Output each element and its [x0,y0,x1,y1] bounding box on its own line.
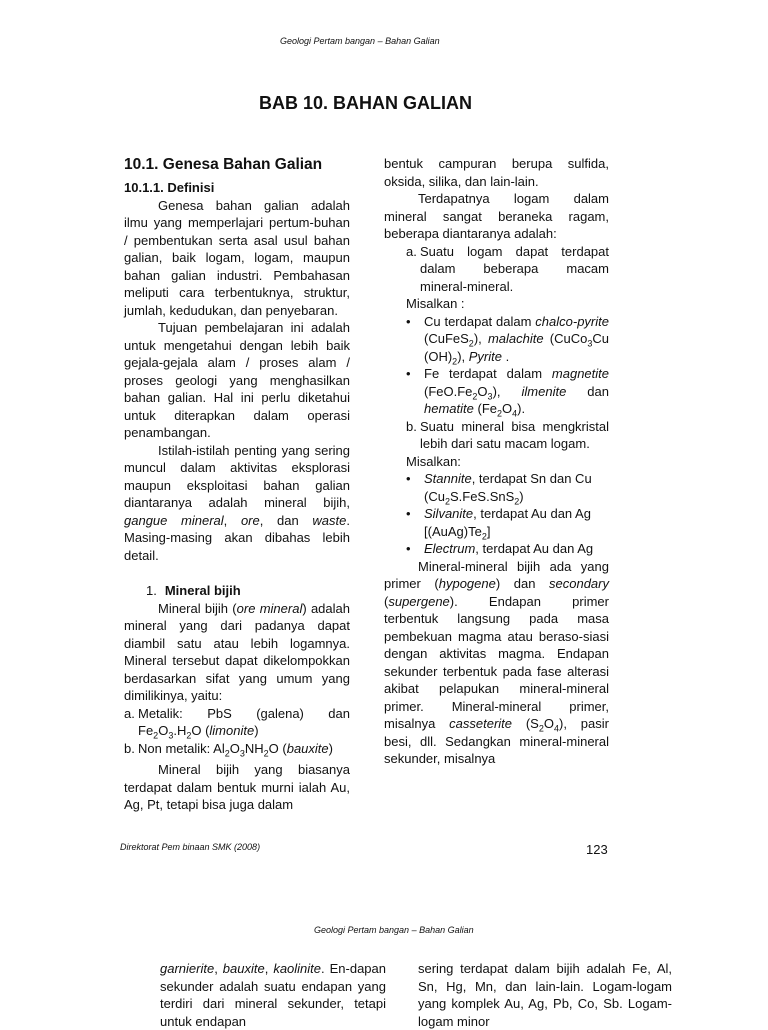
paragraph: Istilah-istilah penting yang sering muncul dalam aktivitas eksplorasi maupun eksploitasi bahan galian diantaranya adalah mineral bijih, gangue mineral, ore, dan waste. Masing-masing akan dibahas lebih detail. [124,442,350,563]
list-item: b. Suatu mineral bisa mengkristal lebih dari satu macam logam. [406,418,609,451]
paragraph: garnierite, bauxite, kaolinite. En-dapan sekunder adalah suatu endapan yang terdiri dari mineral sekunder, tetapi untuk endapan [160,961,386,1029]
bullet-icon: • [406,506,411,521]
paragraph: Mineral bijih (ore mineral) adalah mineral yang dari padanya dapat diambil satu atau lebih logamnya. Mineral tersebut dapat dikelompokkan berdasarkan sifat yang umum yang dimilikinya, yaitu: [124,600,350,703]
chapter-title: BAB 10. BAHAN GALIAN [258,93,472,113]
running-header: Geologi Pertam bangan – Bahan Galian [280,36,440,46]
footer-publisher: Direktorat Pem binaan SMK (2008) [120,842,261,852]
paragraph: Mineral bijih yang biasanya terdapat dalam bentuk murni ialah Au, Ag, Pt, tetapi bisa juga dalam [124,762,350,812]
bullet-icon: • [406,471,411,486]
list-item: a. Suatu logam dapat terdapat dalam beberapa macam mineral-mineral. [406,243,609,294]
label: Misalkan : [406,296,465,311]
bullet-icon: • [406,541,411,556]
paragraph: sering terdapat dalam bijih adalah Fe, Al, Sn, Hg, Mn, dan lain-lain. Logam-logam yang komplek Au, Ag, Pb, Co, Sb. Logam-logam minor [418,961,672,1029]
bullet-item: • Electrum, terdapat Au dan Ag [406,541,594,556]
list-item: b. Non metalik: $Al_2O_3NH_2O$ (bauxite) [124,740,333,759]
paragraph: Terdapatnya logam dalam mineral sangat beraneka ragam, beberapa diantaranya adalah: [384,191,609,241]
page-number: 123 [586,842,608,857]
bullet-icon: • [406,313,411,329]
left-column [160,960,386,1030]
paragraph: Tujuan pembelajaran ini adalah untuk mengetahui dengan lebih baik gejala-gejala alam / proses alam / proses geologi yang menghasilkan bahan galian. Hal ini perlu diketahui untuk diterapkan dalam operasi penambangan. [124,320,350,440]
paragraph: bentuk campuran berupa sulfida, oksida, silika, dan lain-lain. [384,156,609,189]
sublist [384,243,609,558]
list-item: a. Metalik: PbS (galena) dan $Fe_2O_3.H_2O$ (limonite) [124,705,350,741]
paragraph: Mineral-mineral bijih ada yang primer (hypogene) dan secondary (supergene). Endapan primer terbentuk langsung pada masa pembekuan magma atau beraso-siasi dengan aktivitas magma. Endapan sekunder terbentuk pada fase alterasi akibat pelapukan mineral-mineral primer. Mineral-mineral primer, misalnya casseterite $(S_2O_4)$, pasir besi, dll. Sedangkan mineral-mineral sekunder, misalnya [384,558,609,766]
bullet-icon: • [406,366,411,381]
label: Misalkan: [406,453,461,469]
bullet-item: • Fe terdapat dalam magnetite $(FeO.Fe_2O_3)$, ilmenite dan hematite $(Fe_2O_4)$. [406,366,609,419]
right-column [418,960,672,1030]
bullet-item: • Silvanite, terdapat Au dan Ag $[(AuAg)Te_2]$ [406,506,591,542]
paragraph: Genesa bahan galian adalah ilmu yang memperlajari pertum-buhan / pembentukan serta asal usul bahan galian, baik logam, logam, maupun bahan galian industri. Pembahasan meliputi cara terbentuknya, struktur, jumlah, kedudukan, dan penyebaran. [124,197,350,318]
right-column [384,155,609,768]
section-heading: 10.1. Genesa Bahan Galian [124,156,323,173]
numbered-heading: 1. Mineral bijih [146,583,241,598]
subsection-heading: 10.1.1. Definisi [124,180,215,195]
left-column [124,155,350,814]
bullet-item: • Stannite, terdapat Sn dan Cu $(Cu_2S.FeS.SnS_2)$ [406,471,592,507]
running-header: Geologi Pertam bangan – Bahan Galian [314,925,474,935]
page-gap [0,868,768,932]
bullet-item: • Cu terdapat dalam chalco-pyrite (CuFeS$_2$), malachite (CuCo$_3$Cu $(OH)_2$), Pyrite . [406,313,609,367]
